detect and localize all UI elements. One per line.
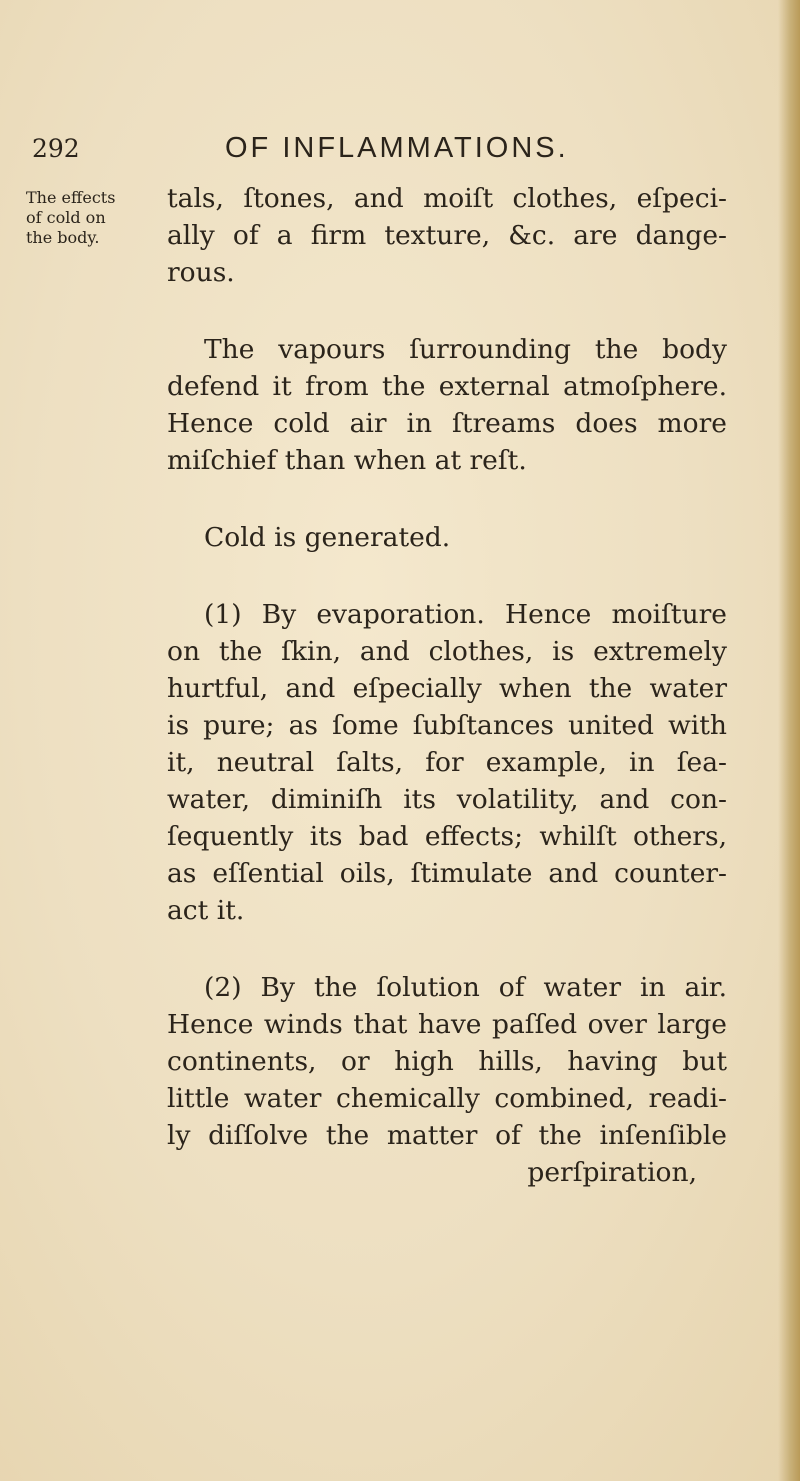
text-line: water, diminiſh its volatility, and con- [167,784,727,815]
text-line: little water chemically combined, readi- [167,1083,727,1114]
text-line: perſpiration, [527,1157,697,1188]
body-text [167,180,727,1191]
text-line: is pure; as ſome ſubſtances united with [167,710,727,741]
margin-note-line: The effects [26,188,116,207]
text-line: (1) By evaporation. Hence moiſture [204,599,727,630]
page-edge-shadow [778,0,800,1481]
margin-note [26,188,146,248]
text-line: continents, or high hills, having but [167,1046,727,1077]
text-line: defend it from the external atmoſphere. [167,371,727,402]
text-line: ly diſſolve the matter of the inſenſible [167,1120,727,1151]
paragraph-continuation [167,180,727,291]
page-header [0,132,800,172]
running-title: OF INFLAMMATIONS. [225,132,569,164]
paragraph-vapours [167,331,727,479]
paragraph-evaporation [167,596,727,929]
text-line: as eſſential oils, ſtimulate and counter- [167,858,727,889]
text-line: ſequently its bad effects; whilſt others, [167,821,727,852]
text-line: rous. [167,257,235,288]
text-line: act it. [167,895,245,926]
text-line: Hence winds that have paſſed over large [167,1009,727,1040]
text-line: The vapours ſurrounding the body [204,334,727,365]
text-line: Hence cold air in ſtreams does more [167,408,727,439]
text-line: on the ſkin, and clothes, is extremely [167,636,727,667]
text-line: hurtful, and eſpecially when the water [167,673,727,704]
paragraph-solution [167,969,727,1191]
page-number: 292 [32,134,80,163]
text-line: it, neutral ſalts, for example, in ſea- [167,747,727,778]
text-line: miſchief than when at reſt. [167,445,527,476]
text-line: tals, ſtones, and moiſt clothes, eſpeci- [167,183,727,214]
text-line: ally of a firm texture, &c. are dange- [167,220,727,251]
text-line: (2) By the ſolution of water in air. [204,972,727,1003]
heading-cold-generated: Cold is generated. [204,522,451,553]
margin-note-line: of cold on [26,208,106,227]
margin-note-line: the body. [26,228,100,247]
section-heading [167,519,727,556]
